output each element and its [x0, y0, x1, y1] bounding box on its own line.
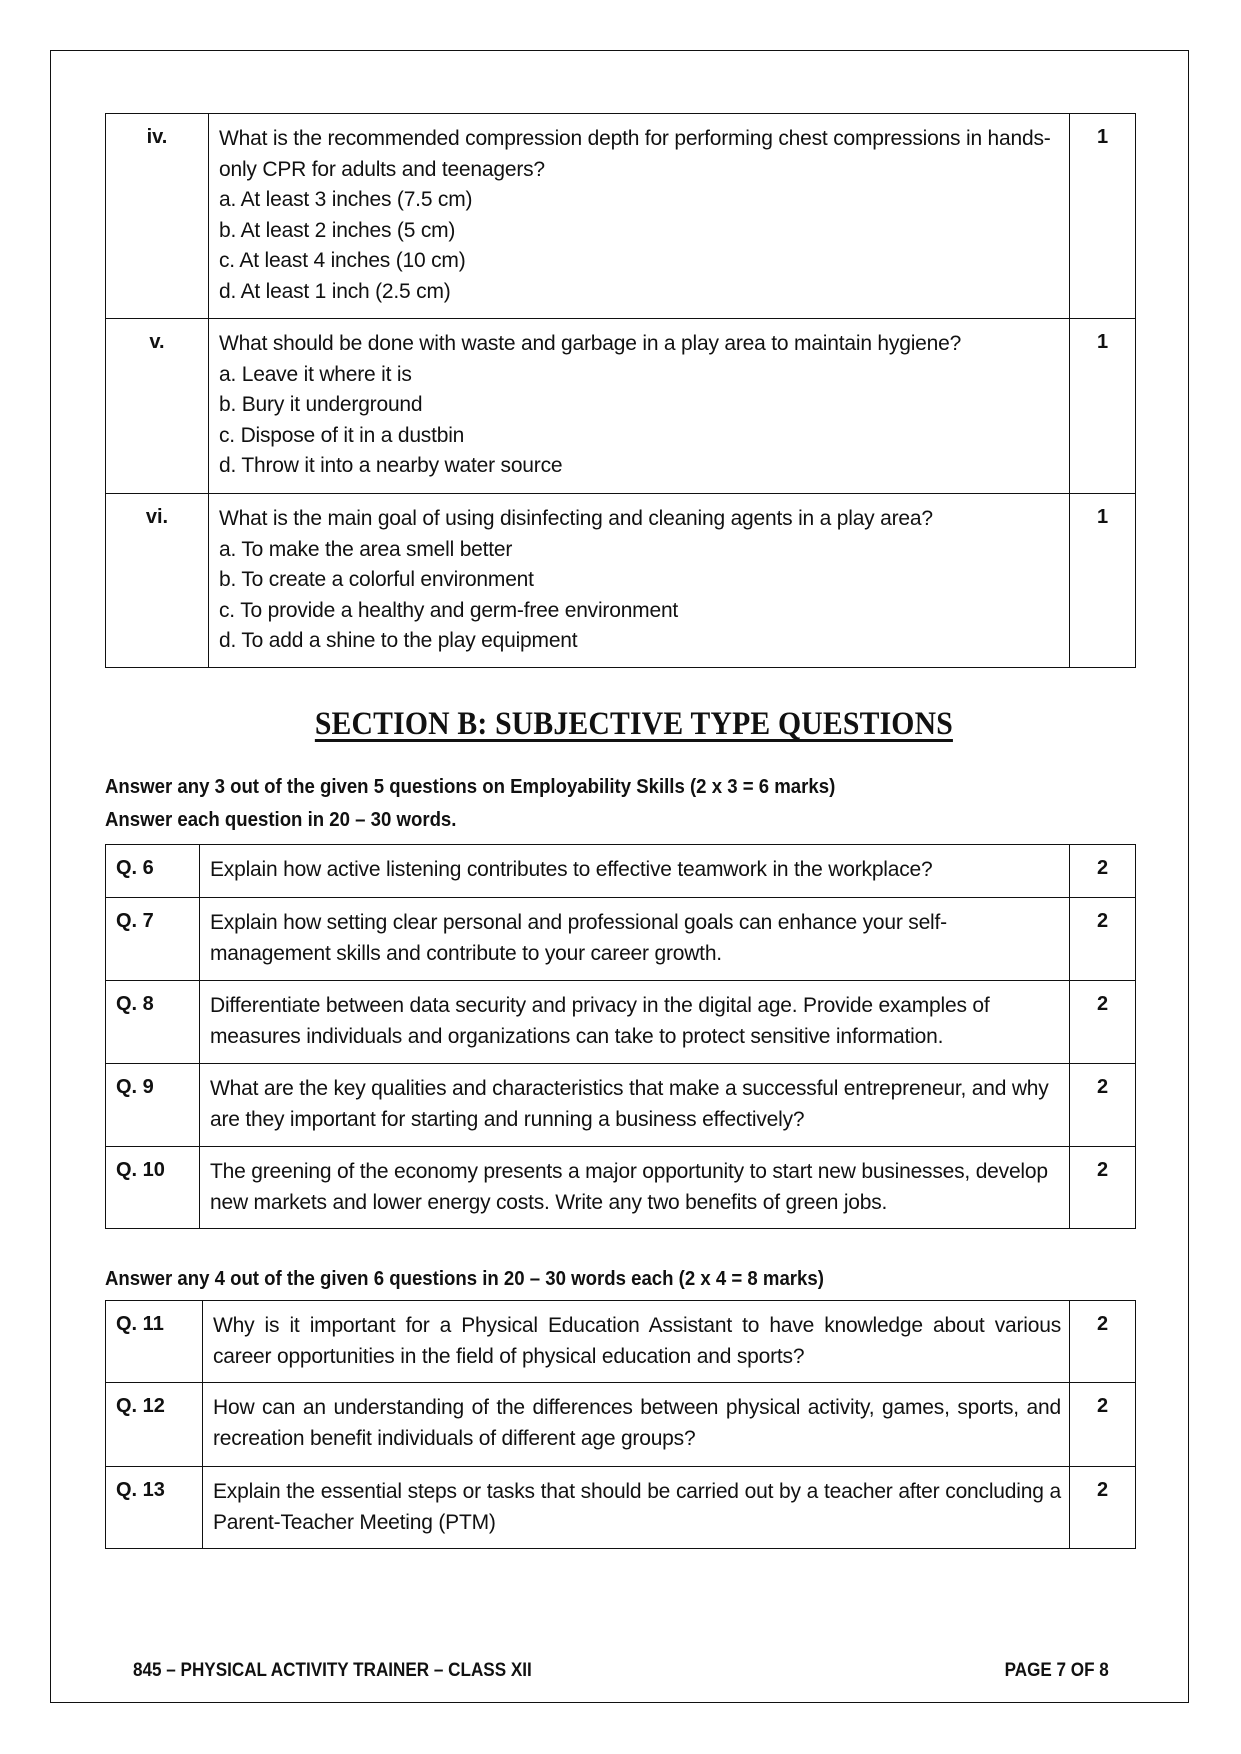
instruction-word-limit: Answer each question in 20 – 30 words. — [105, 809, 457, 831]
employability-questions-table — [105, 844, 1136, 1229]
option-c: c. To provide a healthy and germ-free environment — [219, 598, 679, 622]
table-row — [106, 114, 1136, 319]
question-text: What are the key qualities and characteristics that make a successful entrepreneur, and why are they important for starting and running a business effectively? — [200, 1064, 1070, 1147]
option-d: d. To add a shine to the play equipment — [219, 629, 578, 652]
table-row — [106, 1147, 1136, 1229]
instruction-employability: Answer any 3 out of the given 5 questions on Employability Skills (2 x 3 = 6 marks) — [105, 776, 836, 798]
question-text: Explain the essential steps or tasks that should be carried out by a teacher after concluding a Parent-Teacher Meeting (PTM) — [203, 1467, 1070, 1549]
question-text: Explain how setting clear personal and professional goals can enhance your self-management skills and contribute to your career growth. — [200, 898, 1070, 981]
question-number: Q. 8 — [106, 981, 200, 1064]
table-row — [106, 981, 1136, 1064]
question-text: What is the main goal of using disinfecting and cleaning agents in a play area? — [219, 507, 933, 530]
option-c: c. Dispose of it in a dustbin — [219, 423, 465, 447]
table-row — [106, 898, 1136, 981]
marks: 2 — [1070, 1064, 1136, 1147]
question-text: Explain how active listening contributes to effective teamwork in the workplace? — [200, 845, 1070, 898]
option-b: b. To create a colorful environment — [219, 568, 534, 591]
question-text: How can an understanding of the differences between physical activity, games, sports, and recreation benefit individuals of different age groups? — [203, 1383, 1070, 1467]
instruction-part2: Answer any 4 out of the given 6 questions in 20 – 30 words each (2 x 4 = 8 marks) — [105, 1268, 824, 1290]
marks: 2 — [1070, 1147, 1136, 1229]
table-row — [106, 494, 1136, 668]
marks: 2 — [1070, 845, 1136, 898]
option-a: a. At least 3 inches (7.5 cm) — [219, 188, 473, 211]
option-a: a. Leave it where it is — [219, 362, 412, 386]
question-body — [209, 114, 1070, 319]
marks: 1 — [1070, 114, 1136, 319]
marks: 2 — [1070, 1467, 1136, 1549]
mcq-table — [105, 113, 1136, 668]
question-number: Q. 7 — [106, 898, 200, 981]
option-b: b. Bury it underground — [219, 393, 423, 416]
subject-questions-table — [105, 1300, 1136, 1549]
table-row — [106, 1467, 1136, 1549]
marks: 1 — [1070, 494, 1136, 668]
question-text: Differentiate between data security and privacy in the digital age. Provide examples of measures individuals and organizations can take to protect sensitive information. — [200, 981, 1070, 1064]
question-text: What is the recommended compression depth for performing chest compressions in hands-only CPR for adults and teenagers? — [219, 127, 1051, 181]
question-number: v. — [106, 319, 209, 494]
marks: 2 — [1070, 898, 1136, 981]
marks: 1 — [1070, 319, 1136, 494]
question-text: What should be done with waste and garbage in a play area to maintain hygiene? — [219, 332, 962, 355]
question-text: Why is it important for a Physical Education Assistant to have knowledge about various career opportunities in the field of physical education and sports? — [203, 1301, 1070, 1383]
question-text: The greening of the economy presents a major opportunity to start new businesses, develop new markets and lower energy costs. Write any two benefits of green jobs. — [200, 1147, 1070, 1229]
question-number: Q. 12 — [106, 1383, 203, 1467]
table-row — [106, 319, 1136, 494]
question-body — [209, 494, 1070, 668]
question-number: Q. 13 — [106, 1467, 203, 1549]
option-b: b. At least 2 inches (5 cm) — [219, 218, 456, 242]
option-d: d. Throw it into a nearby water source — [219, 454, 563, 477]
table-row — [106, 1064, 1136, 1147]
table-row — [106, 845, 1136, 898]
question-number: iv. — [106, 114, 209, 319]
option-a: a. To make the area smell better — [219, 537, 513, 561]
marks: 2 — [1070, 1301, 1136, 1383]
footer-subject: 845 – PHYSICAL ACTIVITY TRAINER – CLASS XII — [133, 1660, 532, 1681]
question-number: Q. 11 — [106, 1301, 203, 1383]
option-d: d. At least 1 inch (2.5 cm) — [219, 279, 451, 303]
table-row — [106, 1301, 1136, 1383]
marks: 2 — [1070, 981, 1136, 1064]
table-row — [106, 1383, 1136, 1467]
question-number: Q. 6 — [106, 845, 200, 898]
question-number: vi. — [106, 494, 209, 668]
footer-page-number: PAGE 7 OF 8 — [1004, 1660, 1109, 1681]
question-number: Q. 10 — [106, 1147, 200, 1229]
option-c: c. At least 4 inches (10 cm) — [219, 249, 466, 272]
question-number: Q. 9 — [106, 1064, 200, 1147]
section-b-heading: SECTION B: SUBJECTIVE TYPE QUESTIONS — [314, 706, 953, 742]
question-body — [209, 319, 1070, 494]
marks: 2 — [1070, 1383, 1136, 1467]
